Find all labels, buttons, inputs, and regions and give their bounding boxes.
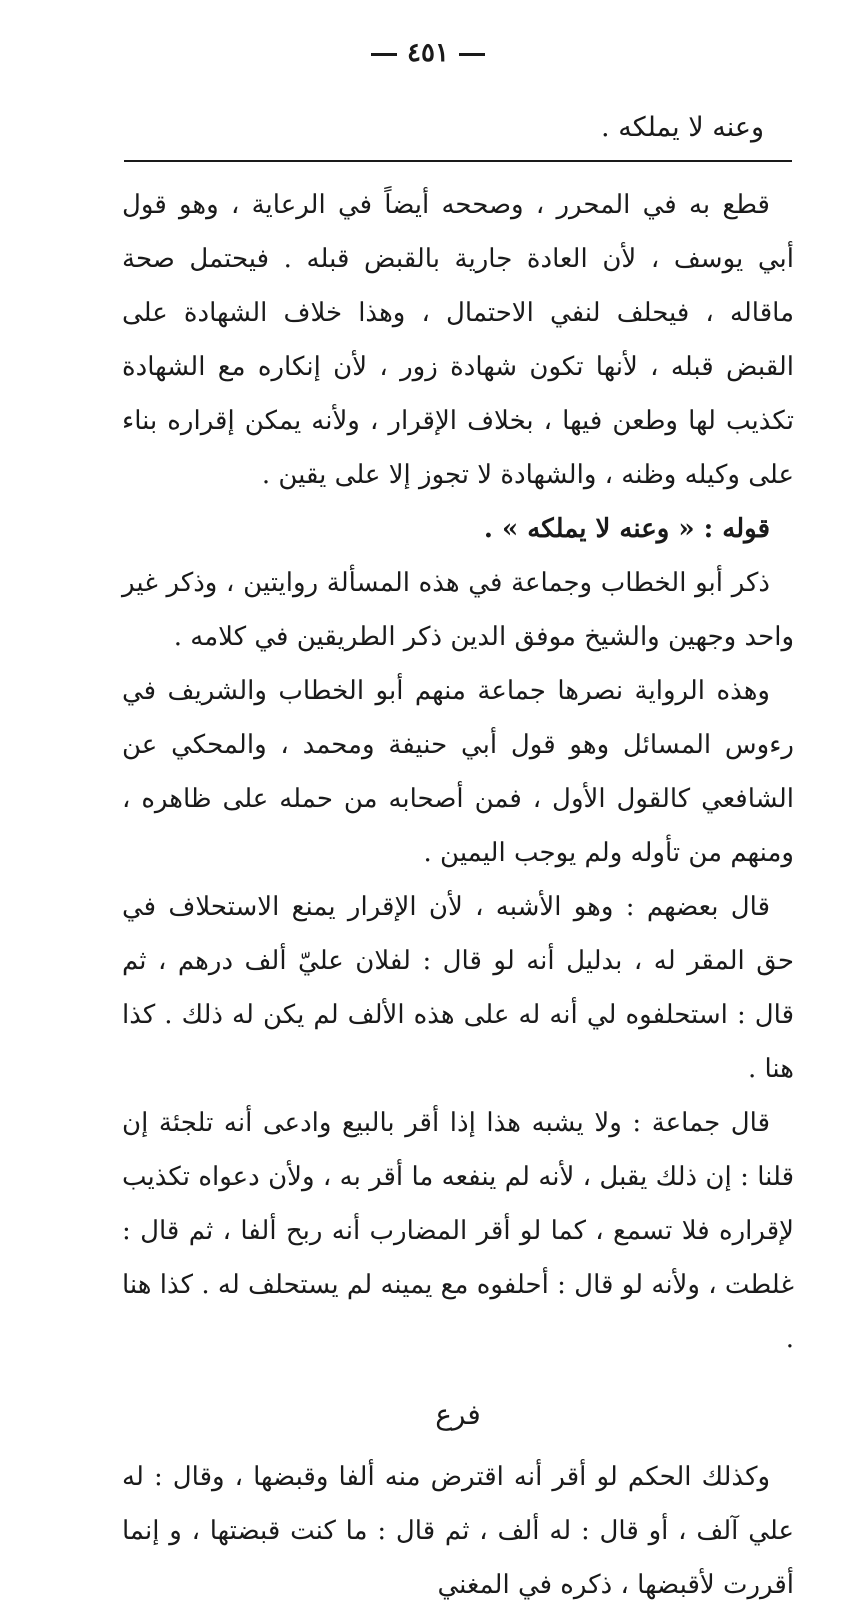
paragraph-final: وكذلك الحكم لو أقر أنه اقترض منه ألفا وقبضها ، وقال : له علي آلف ، أو قال : له ألف ، ثم قال : ما كنت قبضتها ، و إنما أقررت لأقبضها ، ذكره في المغني <box>122 1462 794 1600</box>
paragraph-quote: قوله : « وعنه لا يملكه » . <box>483 514 770 544</box>
paragraph-2: ذكر أبو الخطاب وجماعة في هذه المسألة روايتين ، وذكر غير واحد وجهين والشيخ موفق الدين ذكر الطريقين في كلامه . <box>122 568 794 652</box>
paragraph-4: قال بعضهم : وهو الأشبه ، لأن الإقرار يمنع الاستحلاف في حق المقر له ، بدليل أنه لو قال : لفلان عليّ ألف درهم ، ثم قال : استحلفوه لي أنه له على هذه الألف لم يكن له ذلك . كذا هنا . <box>122 892 794 1084</box>
page-number <box>0 38 856 68</box>
paragraph-5: قال جماعة : ولا يشبه هذا إذا أقر بالبيع وادعى أنه تلجئة إن قلنا : إن ذلك يقبل ، لأنه لم ينفعه ما أقر به ، ولأن دعواه تكذيب لإقراره فلا تسمع ، كما لو أقر المضارب أنه ربح ألفا ، ثم قال : غلطت ، ولأنه لو قال : أحلفوه مع يمينه لم يستحلف له . كذا هنا . <box>122 1108 794 1354</box>
main-text-line: وعنه لا يملكه . <box>601 112 764 143</box>
section-heading: فرع <box>435 1398 481 1431</box>
paragraph-3: وهذه الرواية نصرها جماعة منهم أبو الخطاب والشريف في رءوس المسائل وهو قول أبي حنيفة ومحمد ، والمحكي عن الشافعي كالقول الأول ، فمن أصحابه من حمله على ظاهره ، ومنهم من تأوله ولم يوجب اليمين . <box>122 676 794 868</box>
paragraph-1: قطع به في المحرر ، وصححه أيضاً في الرعاية ، وهو قول أبي يوسف ، لأن العادة جارية بالقبض قبله . فيحتمل صحة ماقاله ، فيحلف لنفي الاحتمال ، وهذا خلاف الشهادة على القبض قبله ، لأنها تكون شهادة زور ، لأن إنكاره مع الشهادة تكذيب لها وطعن فيها ، بخلاف الإقرار ، ولأنه يمكن إقراره بناء على وكيله وظنه ، والشهادة لا تجوز إلا على يقين . <box>122 190 794 490</box>
dash-left <box>371 53 397 56</box>
page-number-text: ٤٥١ <box>407 38 449 68</box>
dash-right <box>459 53 485 56</box>
footnote-separator-rule <box>124 160 792 162</box>
commentary-body <box>122 178 794 1612</box>
